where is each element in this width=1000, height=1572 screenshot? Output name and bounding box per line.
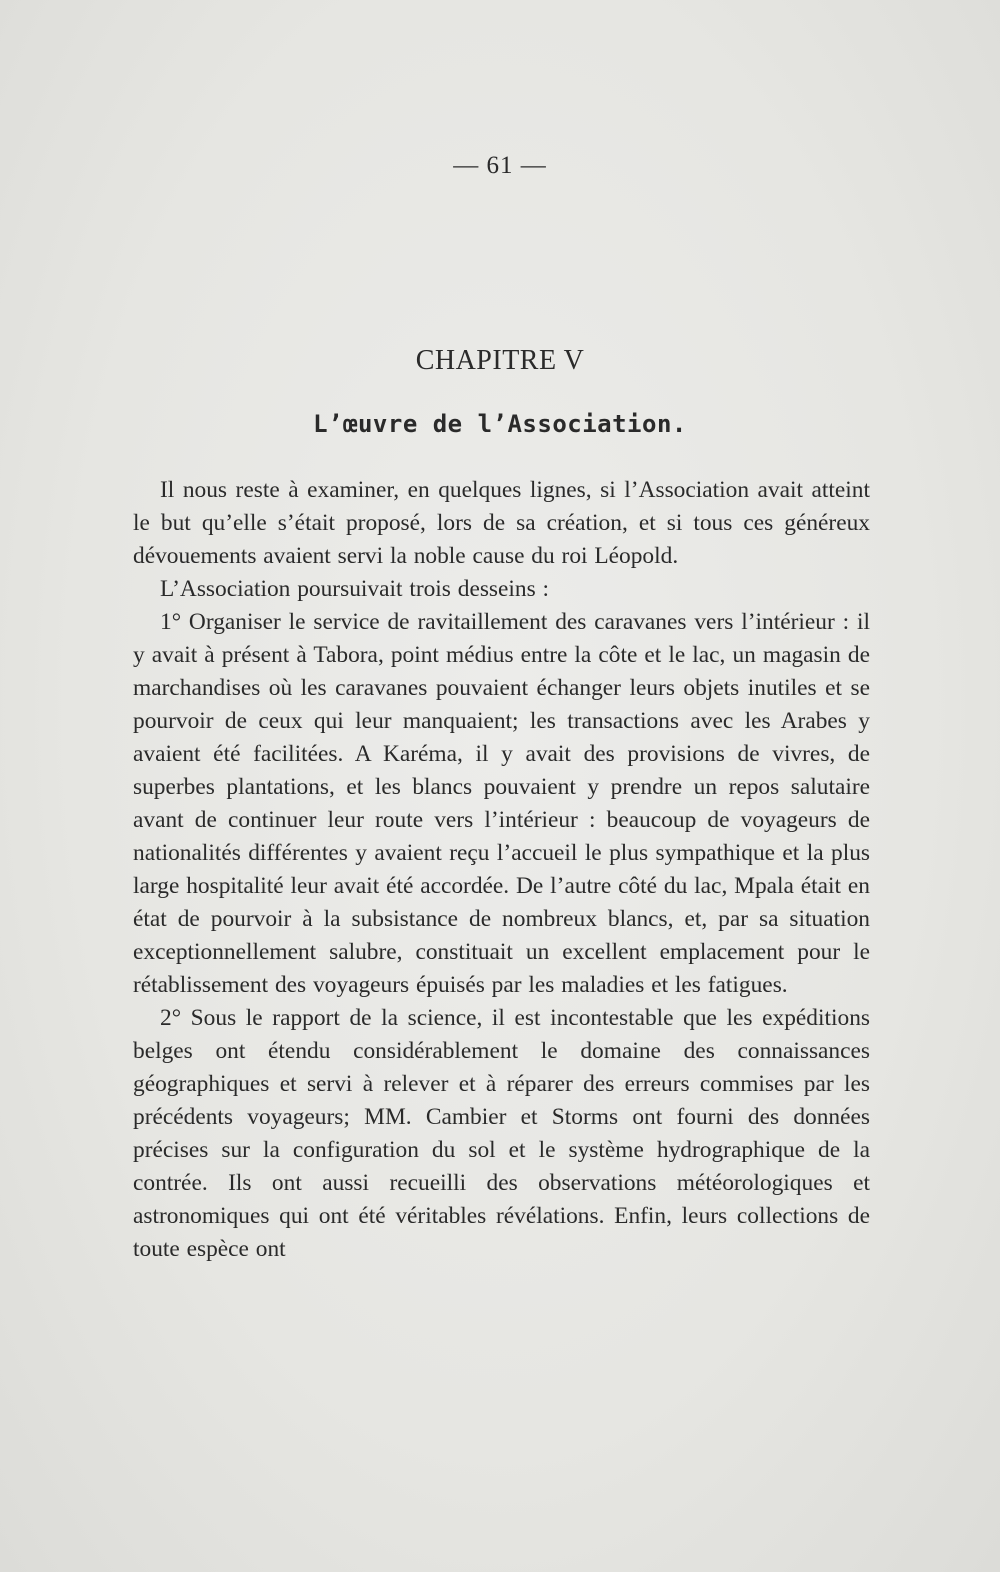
paragraph-point-2: 2° Sous le rapport de la science, il est incontestable que les expéditions belges ont étendu considérablement le domaine des connaissances géographiques et servi à relever et à réparer des erreurs commises par les précédents voyageurs; MM. Cambier et Storms ont fourni des données précises sur la configuration du sol et le système hydrographique de la contrée. Ils ont aussi recueilli des observations météorologiques et astronomiques qui ont été véritables révélations. Enfin, leurs collections de toute espèce ont [133,1005,870,1262]
chapter-subtitle: L’œuvre de l’Association. [313,410,687,438]
paragraph-desseins: L’Association poursuivait trois desseins : [160,576,550,602]
paragraph-intro: Il nous reste à examiner, en quelques lignes, si l’Association avait atteint le but qu’elle s’était proposé, lors de sa création, et si tous ces généreux dévouements avaient servi la noble cause du roi Léopold. [133,477,870,569]
page-number: — 61 — [453,152,547,179]
paragraph-point-1: 1° Organiser le service de ravitaillement des caravanes vers l’intérieur : il y avait à présent à Tabora, point médius entre la côte et le lac, un magasin de marchandises où les caravanes pouvaient échanger leurs objets inutiles et se pourvoir de ceux qui leur manquaient; les transactions avec les Arabes y avaient été facilitées. A Karéma, il y avait des provisions de vivres, de superbes plantations, et les blancs pouvaient y prendre un repos salutaire avant de continuer leur route vers l’intérieur : beaucoup de voyageurs de nationalités différentes y avaient reçu l’accueil le plus sympathique et la plus large hospitalité leur avait été accordée. De l’autre côté du lac, Mpala était en état de pourvoir à la subsistance de nombreux blancs, et, par sa situation exceptionnellement salubre, constituait un excellent emplacement pour le rétablissement des voyageurs épuisés par les maladies et les fatigues. [133,609,870,998]
chapter-title: CHAPITRE V [415,345,585,376]
body-text [133,474,870,1266]
